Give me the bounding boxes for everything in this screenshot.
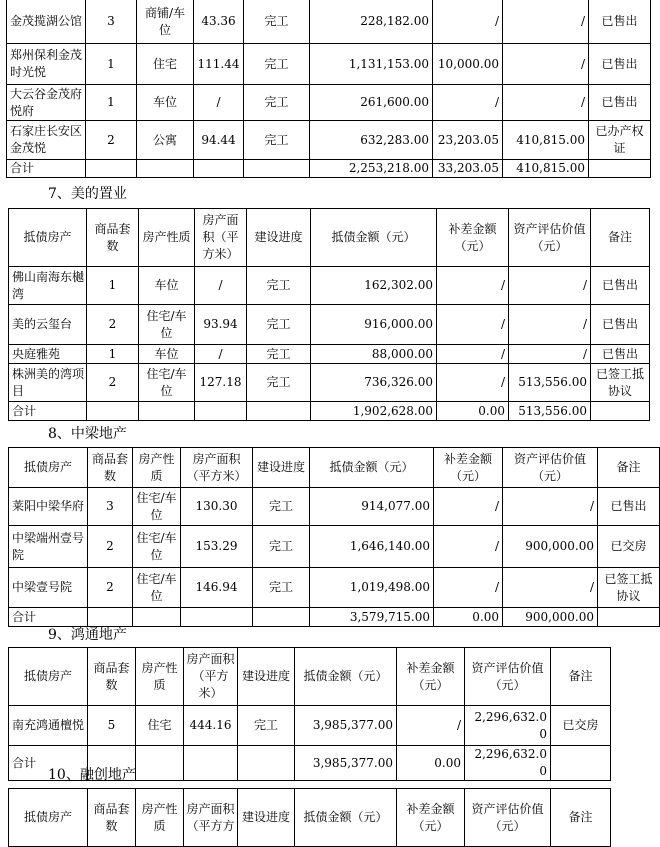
- cell: 3: [88, 488, 133, 526]
- header-cell: 抵债金额（元）: [295, 648, 397, 706]
- cell: [598, 608, 660, 627]
- cell: 石家庄长安区金茂悦: [7, 121, 86, 160]
- cell: [86, 160, 137, 178]
- cell: 中梁壹号院: [9, 568, 88, 608]
- cell: 完工: [244, 44, 310, 85]
- cell: 住宅/车位: [133, 568, 181, 608]
- header-cell: 补差金额（元）: [434, 448, 503, 488]
- cell: 33,203.05: [433, 160, 503, 178]
- table-row: [9, 267, 650, 305]
- header-row: [9, 448, 660, 488]
- cell: 商铺/车位: [137, 0, 194, 44]
- header-cell: 抵债金额（元）: [295, 789, 397, 847]
- cell: 车位: [137, 85, 194, 121]
- cell: 2,253,218.00: [310, 160, 433, 178]
- header-cell: 资产评估价值（元）: [465, 648, 551, 706]
- cell: 632,283.00: [310, 121, 433, 160]
- cell: [133, 608, 181, 627]
- header-cell: 资产评估价值（元）: [503, 448, 598, 488]
- cell: /: [434, 488, 503, 526]
- cell: 完工: [244, 121, 310, 160]
- header-cell: 备注: [551, 648, 611, 706]
- header-cell: 建设进度: [238, 789, 295, 847]
- cell: 已售出: [591, 267, 650, 305]
- cell: 2: [88, 526, 133, 568]
- table-row: [7, 0, 651, 44]
- header-cell: 房产性质: [139, 209, 195, 267]
- cell: 已售出: [589, 85, 651, 121]
- header-cell: 房产面积（平方米）: [195, 209, 247, 267]
- cell: [87, 402, 139, 421]
- cell: 已交房: [598, 526, 660, 568]
- header-cell: 补差金额（元）: [397, 789, 465, 847]
- section-heading: 10、融创地产: [48, 767, 136, 783]
- cell: 2,296,632.00: [465, 706, 551, 746]
- cell: 23,203.05: [433, 121, 503, 160]
- header-cell: 抵债金额（元）: [311, 209, 437, 267]
- cell: 1: [87, 267, 139, 305]
- cell: 1,902,628.00: [311, 402, 437, 421]
- cell: 莱阳中梁华府: [9, 488, 88, 526]
- cell: 5: [88, 706, 136, 746]
- cell: 261,600.00: [310, 85, 433, 121]
- table-row: [9, 488, 660, 526]
- header-cell: 资产评估价值（元）: [509, 209, 591, 267]
- header-cell: 补差金额（元）: [397, 648, 465, 706]
- header-cell: 建设进度: [253, 448, 310, 488]
- header-cell: 建设进度: [247, 209, 311, 267]
- cell: /: [509, 345, 591, 364]
- cell: 住宅/车位: [133, 526, 181, 568]
- header-row: [9, 648, 611, 706]
- header-cell: 房产面积（平方米）: [184, 648, 238, 706]
- cell: 株洲美的湾项目: [9, 364, 87, 402]
- cell: 完工: [247, 267, 311, 305]
- cell: 0.00: [437, 402, 509, 421]
- cell: 合计: [9, 608, 88, 627]
- cell: 住宅: [137, 44, 194, 85]
- cell: [195, 402, 247, 421]
- cell: 已售出: [589, 44, 651, 85]
- header-row: [9, 789, 611, 847]
- cell: 43.36: [194, 0, 244, 44]
- cell: /: [195, 267, 247, 305]
- cell: /: [437, 267, 509, 305]
- cell: 1: [86, 85, 137, 121]
- cell: /: [437, 345, 509, 364]
- cell: 111.44: [194, 44, 244, 85]
- cell: /: [509, 267, 591, 305]
- table-row: [7, 85, 651, 121]
- cell: 住宅/车位: [133, 488, 181, 526]
- table-row: [7, 121, 651, 160]
- cell: 已售出: [589, 0, 651, 44]
- cell: 已售出: [598, 488, 660, 526]
- cell: 130.30: [181, 488, 253, 526]
- cell: /: [503, 488, 598, 526]
- table-body: [7, 0, 651, 178]
- cell: 完工: [244, 0, 310, 44]
- cell: 央庭雅苑: [9, 345, 87, 364]
- cell: 车位: [139, 345, 195, 364]
- cell: 已交房: [551, 706, 611, 746]
- header-cell: 备注: [598, 448, 660, 488]
- cell: 完工: [247, 364, 311, 402]
- header-cell: 商品套数: [87, 209, 139, 267]
- cell: 900,000.00: [503, 526, 598, 568]
- cell: 已办产权证: [589, 121, 651, 160]
- cell: 住宅/车位: [139, 364, 195, 402]
- header-cell: 备注: [591, 209, 650, 267]
- cell: /: [194, 85, 244, 121]
- table-hongtong: [8, 647, 611, 781]
- cell: /: [433, 85, 503, 121]
- cell: 住宅/车位: [139, 305, 195, 345]
- cell: 合计: [9, 746, 88, 781]
- cell: [238, 746, 295, 781]
- header-cell: 房产面积（平方方: [184, 789, 238, 847]
- cell: /: [195, 345, 247, 364]
- header-row: [9, 209, 650, 267]
- cell: /: [437, 305, 509, 345]
- section-heading: 8、中梁地产: [48, 426, 127, 442]
- cell: [181, 608, 253, 627]
- header-cell: 抵债房产: [9, 448, 88, 488]
- cell: 公寓: [137, 121, 194, 160]
- cell: /: [503, 0, 589, 44]
- cell: [184, 746, 238, 781]
- cell: [136, 746, 184, 781]
- cell: 162,302.00: [311, 267, 437, 305]
- cell: 美的云玺台: [9, 305, 87, 345]
- table-jinmao: [6, 0, 651, 178]
- cell: 3,985,377.00: [295, 746, 397, 781]
- table-row: [7, 44, 651, 85]
- header-cell: 商品套数: [88, 448, 133, 488]
- cell: 513,556.00: [509, 364, 591, 402]
- table-row: [9, 364, 650, 402]
- cell: 88,000.00: [311, 345, 437, 364]
- header-cell: 建设进度: [238, 648, 295, 706]
- cell: [244, 160, 310, 178]
- cell: 已售出: [591, 345, 650, 364]
- table-row: [9, 526, 660, 568]
- cell: 佛山南海东樾湾: [9, 267, 87, 305]
- cell: 1,019,498.00: [310, 568, 434, 608]
- cell: 1: [87, 345, 139, 364]
- cell: 0.00: [434, 608, 503, 627]
- cell: [551, 746, 611, 781]
- cell: 2: [88, 568, 133, 608]
- total-row: [9, 402, 650, 421]
- table-row: [9, 568, 660, 608]
- cell: [247, 402, 311, 421]
- cell: /: [509, 305, 591, 345]
- cell: 2,296,632.00: [465, 746, 551, 781]
- cell: 1,646,140.00: [310, 526, 434, 568]
- table-row: [9, 345, 650, 364]
- header-cell: 抵债房产: [9, 648, 88, 706]
- table-row: [9, 305, 650, 345]
- cell: 完工: [247, 305, 311, 345]
- cell: [137, 160, 194, 178]
- cell: 已售出: [591, 305, 650, 345]
- cell: 410,815.00: [503, 160, 589, 178]
- cell: /: [434, 526, 503, 568]
- table-body: [9, 209, 650, 421]
- cell: 146.94: [181, 568, 253, 608]
- cell: 153.29: [181, 526, 253, 568]
- table-body: [9, 789, 611, 847]
- cell: 中梁端州壹号院: [9, 526, 88, 568]
- cell: /: [434, 568, 503, 608]
- cell: 车位: [139, 267, 195, 305]
- table-sunac: [8, 788, 611, 847]
- header-cell: 房产性质: [136, 648, 184, 706]
- cell: 大云谷金茂府悦府: [7, 85, 86, 121]
- total-row: [7, 160, 651, 178]
- header-cell: 抵债房产: [9, 789, 88, 847]
- section-heading: 7、美的置业: [48, 186, 127, 202]
- cell: /: [437, 364, 509, 402]
- cell: 完工: [238, 706, 295, 746]
- cell: 736,326.00: [311, 364, 437, 402]
- header-cell: 备注: [551, 789, 611, 847]
- cell: 完工: [247, 345, 311, 364]
- cell: 3: [86, 0, 137, 44]
- cell: /: [503, 85, 589, 121]
- header-cell: 房产性质: [133, 448, 181, 488]
- cell: [589, 160, 651, 178]
- header-cell: 商品套数: [88, 789, 136, 847]
- cell: 900,000.00: [503, 608, 598, 627]
- table-body: [9, 448, 660, 627]
- total-row: [9, 608, 660, 627]
- cell: /: [433, 0, 503, 44]
- header-cell: 房产性质: [136, 789, 184, 847]
- cell: [88, 608, 133, 627]
- table-midea: [8, 208, 650, 421]
- cell: 完工: [253, 526, 310, 568]
- cell: [253, 608, 310, 627]
- section-heading: 9、鸿通地产: [48, 627, 127, 643]
- cell: 127.18: [195, 364, 247, 402]
- cell: 444.16: [184, 706, 238, 746]
- cell: [194, 160, 244, 178]
- table-zhongliang: [8, 447, 660, 627]
- table-body: [9, 648, 611, 781]
- cell: 10,000.00: [433, 44, 503, 85]
- cell: 合计: [9, 402, 87, 421]
- cell: [591, 402, 650, 421]
- cell: 3,579,715.00: [310, 608, 434, 627]
- cell: 2: [86, 121, 137, 160]
- header-cell: 房产面积（平方米）: [181, 448, 253, 488]
- cell: 2: [87, 305, 139, 345]
- cell: /: [503, 568, 598, 608]
- cell: 南充鸿通檀悦: [9, 706, 88, 746]
- cell: 合计: [7, 160, 86, 178]
- cell: 0.00: [397, 746, 465, 781]
- cell: 完工: [244, 85, 310, 121]
- cell: 916,000.00: [311, 305, 437, 345]
- cell: 1,131,153.00: [310, 44, 433, 85]
- header-cell: 抵债房产: [9, 209, 87, 267]
- cell: 已签工抵协议: [591, 364, 650, 402]
- cell: 3,985,377.00: [295, 706, 397, 746]
- cell: /: [503, 44, 589, 85]
- cell: [139, 402, 195, 421]
- cell: 住宅: [136, 706, 184, 746]
- header-cell: 抵债金额（元）: [310, 448, 434, 488]
- cell: 已签工抵协议: [598, 568, 660, 608]
- cell: 513,556.00: [509, 402, 591, 421]
- cell: 914,077.00: [310, 488, 434, 526]
- header-cell: 补差金额（元）: [437, 209, 509, 267]
- cell: 94.44: [194, 121, 244, 160]
- cell: 410,815.00: [503, 121, 589, 160]
- cell: /: [397, 706, 465, 746]
- cell: 228,182.00: [310, 0, 433, 44]
- cell: 1: [86, 44, 137, 85]
- header-cell: 商品套数: [88, 648, 136, 706]
- header-cell: 资产评估价值（元）: [465, 789, 551, 847]
- cell: 完工: [253, 568, 310, 608]
- cell: 2: [87, 364, 139, 402]
- cell: 完工: [253, 488, 310, 526]
- cell: 93.94: [195, 305, 247, 345]
- cell: 郑州保利金茂时光悦: [7, 44, 86, 85]
- table-row: [9, 706, 611, 746]
- cell: 金茂揽湖公馆: [7, 0, 86, 44]
